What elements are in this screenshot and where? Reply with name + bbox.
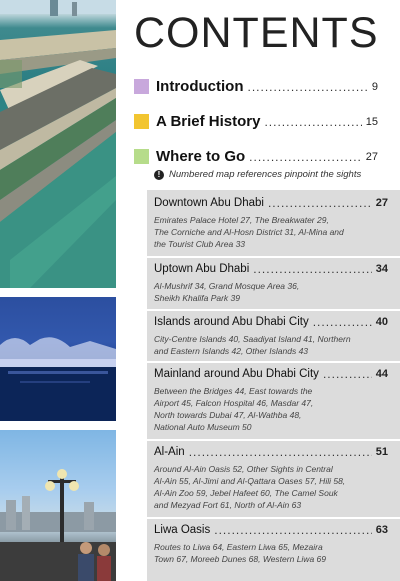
leader-dots [253,262,371,276]
entry-page: 40 [375,316,388,328]
toc-entry-uptown[interactable] [154,262,388,276]
entry-page: 27 [375,197,388,209]
leader-dots [214,523,372,537]
entry-divider [147,439,400,441]
leader-dots [268,196,372,210]
section-color-swatch [134,79,149,94]
photo-corniche-aerial [0,0,116,288]
entry-description: Emirates Palace Hotel 27, The Breakwater 29, The Corniche and Al-Hosn District 31, Al-Mina and the Tourist Club Area 33 [154,215,344,249]
photo-gap [0,288,116,297]
entry-title: Al-Ain [154,446,185,458]
toc-entry-downtown[interactable] [154,196,388,210]
entry-page: 63 [375,524,388,536]
page-number: 9 [371,80,378,93]
toc-entry-islands[interactable] [154,315,388,329]
info-icon: ! [154,170,164,180]
entry-description: Around Al-Ain Oasis 52, Other Sights in Central Al-Ain 55, Al-Jimi and Al-Qattara Oases 57, Hili 58, Al-Ain Zoo 59, Jebel Hafeet 60, The Camel Souk and Mezyad Fort 61, North of Al-Ain 63 [154,464,346,510]
entry-divider [147,361,400,363]
entry-title: Mainland around Abu Dhabi City [154,368,319,380]
section-color-swatch [134,114,149,129]
entry-title: Liwa Oasis [154,524,211,536]
leader-dots [249,150,362,164]
note-text: Numbered map references pinpoint the sights [169,169,362,180]
leader-dots [264,115,361,129]
leader-dots [323,367,372,381]
entry-page: 44 [375,368,388,380]
entry-title: Uptown Abu Dhabi [154,263,250,275]
page-title: CONTENTS [134,9,379,57]
toc-entry-al-ain[interactable] [154,445,388,459]
corniche-illustration [0,0,116,288]
street-lamp-illustration [0,430,116,581]
photo-gap [0,421,116,430]
photo-night-skyline [0,297,116,421]
entry-description: Between the Bridges 44, East towards the Airport 45, Falcon Hospital 46, Masdar 47, North towards Dubai 47, Al-Wathba 48, National Auto Museum 50 [154,386,314,432]
entry-page: 34 [375,263,388,275]
entry-title: Downtown Abu Dhabi [154,197,264,209]
toc-section-history[interactable] [134,113,378,130]
toc-entry-liwa[interactable] [154,523,388,537]
page-number: 15 [365,115,378,128]
leader-dots [247,80,367,94]
contents-panel [116,0,400,581]
entry-description: Al-Mushrif 34, Grand Mosque Area 36, Sheikh Khalifa Park 39 [154,281,300,303]
entry-description: City-Centre Islands 40, Saadiyat Island 41, Northern and Eastern Islands 42, Other Islands 43 [154,334,351,356]
section-label: Introduction [156,78,244,95]
entry-page: 51 [375,446,388,458]
toc-entry-mainland[interactable] [154,367,388,381]
entry-divider [147,256,400,258]
photo-street-lamp [0,430,116,581]
section-color-swatch [134,149,149,164]
map-reference-note [154,169,382,180]
leader-dots [313,315,372,329]
entry-divider [147,517,400,519]
section-label: Where to Go [156,148,246,165]
entry-divider [147,309,400,311]
page-number: 27 [365,150,378,163]
section-label: A Brief History [156,113,261,130]
entry-title: Islands around Abu Dhabi City [154,316,309,328]
toc-section-where-to-go[interactable] [134,148,378,165]
night-skyline-illustration [0,297,116,421]
leader-dots [189,445,372,459]
entry-description: Routes to Liwa 64, Eastern Liwa 65, Mezaira Town 67, Moreeb Dunes 68, Western Liwa 69 [154,542,326,564]
toc-section-introduction[interactable] [134,78,378,95]
